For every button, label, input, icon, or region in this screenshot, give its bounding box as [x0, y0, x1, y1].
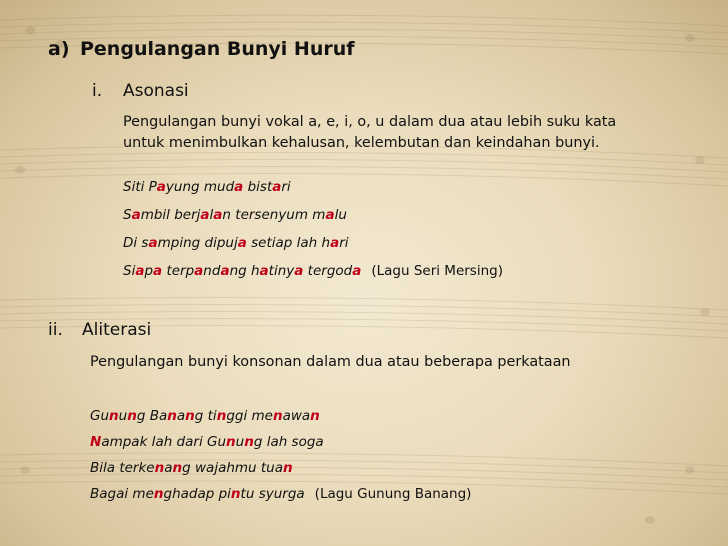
aliterasi-poem-line	[90, 486, 471, 512]
aliterasi-poem-source: (Lagu Gunung Banang)	[314, 486, 472, 502]
aliterasi-poem-highlighted-letter: n	[127, 408, 137, 424]
aliterasi-poem-highlighted-letter: n	[226, 434, 236, 450]
aliterasi-poem-text: awa	[282, 408, 311, 424]
aliterasi-heading	[48, 320, 151, 340]
asonansi-poem-text: mping dipuj	[157, 235, 238, 251]
asonansi-poem-text: tergod	[303, 263, 353, 279]
asonansi-poem-text: l	[209, 207, 214, 223]
asonansi-poem-highlighted-letter: a	[148, 235, 158, 251]
asonansi-poem-highlighted-letter: a	[135, 263, 145, 279]
aliterasi-poem-highlighted-letter: n	[167, 408, 177, 424]
asonansi-poem-highlighted-letter: a	[272, 179, 282, 195]
section-a-heading	[48, 38, 355, 60]
asonansi-poem-text: Di s	[123, 235, 149, 251]
aliterasi-poem-line	[90, 434, 471, 460]
aliterasi-poem-text: a	[176, 408, 186, 424]
aliterasi-poem-text: tu syurga	[240, 486, 305, 502]
asonansi-poem-text: terp	[162, 263, 195, 279]
asonansi-poem-text: p	[144, 263, 154, 279]
asonansi-title: Asonasi	[123, 81, 189, 101]
aliterasi-poem-text: Gu	[90, 408, 110, 424]
aliterasi-poem-text: g wajahmu tua	[182, 460, 284, 476]
aliterasi-poem-highlighted-letter: n	[310, 408, 320, 424]
aliterasi-poem-line	[90, 408, 471, 434]
asonansi-poem-highlighted-letter: a	[237, 235, 247, 251]
aliterasi-poem-highlighted-letter: n	[272, 408, 283, 424]
asonansi-poem-text: lu	[334, 207, 347, 223]
asonansi-poem-text: setiap lah h	[246, 235, 331, 251]
asonansi-poem-line	[123, 263, 503, 291]
aliterasi-poem	[90, 408, 471, 512]
aliterasi-poem-text: g lah soga	[253, 434, 324, 450]
aliterasi-poem-text: u	[235, 434, 245, 450]
asonansi-poem-highlighted-letter: a	[131, 207, 141, 223]
asonansi-definition-line-2: untuk menimbulkan kehalusan, kelembutan dan keindahan bunyi.	[123, 135, 600, 151]
aliterasi-poem-text: ghadap pi	[163, 486, 231, 502]
aliterasi-poem-text: g ti	[194, 408, 217, 424]
asonansi-poem-line	[123, 179, 503, 207]
asonansi-poem-text: Si	[123, 263, 136, 279]
asonansi-poem-text: ri	[281, 179, 291, 195]
asonansi-poem-text: tiny	[268, 263, 295, 279]
asonansi-poem-text: ng h	[229, 263, 260, 279]
asonansi-heading	[92, 81, 189, 101]
aliterasi-poem-highlighted-letter: n	[216, 408, 227, 424]
asonansi-poem-text: mbil berj	[140, 207, 201, 223]
asonansi-poem-highlighted-letter: a	[194, 263, 204, 279]
aliterasi-poem-highlighted-letter: n	[154, 460, 165, 476]
aliterasi-poem-text: Bagai me	[90, 486, 154, 502]
asonansi-poem-line	[123, 207, 503, 235]
asonansi-poem-highlighted-letter: a	[156, 179, 166, 195]
asonansi-poem	[123, 179, 503, 291]
aliterasi-title: Aliterasi	[82, 320, 152, 340]
asonansi-poem-highlighted-letter: a	[325, 207, 335, 223]
aliterasi-poem-highlighted-letter: n	[172, 460, 183, 476]
asonansi-poem-line	[123, 235, 503, 263]
asonansi-poem-highlighted-letter: a	[234, 179, 244, 195]
asonansi-poem-text: n tersenyum m	[222, 207, 326, 223]
asonansi-poem-text: Siti P	[123, 179, 157, 195]
aliterasi-poem-highlighted-letter: n	[244, 434, 254, 450]
aliterasi-poem-highlighted-letter: n	[109, 408, 119, 424]
asonansi-poem-highlighted-letter: a	[213, 207, 223, 223]
aliterasi-poem-highlighted-letter: n	[230, 486, 241, 502]
asonansi-definition-line-1: Pengulangan bunyi vokal a, e, i, o, u dalam dua atau lebih suku kata	[123, 114, 617, 130]
asonansi-marker: i.	[92, 81, 103, 101]
section-a-title: Pengulangan Bunyi Huruf	[80, 38, 355, 60]
aliterasi-poem-text: u	[118, 408, 128, 424]
asonansi-poem-highlighted-letter: a	[259, 263, 269, 279]
asonansi-poem-highlighted-letter: a	[220, 263, 230, 279]
aliterasi-poem-text: ggi me	[226, 408, 273, 424]
asonansi-poem-text: bist	[243, 179, 273, 195]
aliterasi-poem-text: Bila terke	[90, 460, 155, 476]
aliterasi-poem-highlighted-letter: n	[153, 486, 164, 502]
asonansi-poem-highlighted-letter: a	[153, 263, 163, 279]
aliterasi-poem-text: ampak lah dari Gu	[101, 434, 227, 450]
section-a-marker: a)	[48, 38, 70, 60]
asonansi-poem-highlighted-letter: a	[200, 207, 210, 223]
asonansi-poem-text: nd	[203, 263, 221, 279]
aliterasi-marker: ii.	[48, 320, 63, 340]
asonansi-poem-text: ri	[339, 235, 349, 251]
aliterasi-poem-highlighted-letter: n	[185, 408, 195, 424]
asonansi-poem-text: S	[123, 207, 132, 223]
aliterasi-poem-text: g Ba	[136, 408, 168, 424]
asonansi-poem-text: yung mud	[165, 179, 235, 195]
aliterasi-poem-line	[90, 460, 471, 486]
aliterasi-poem-text: a	[164, 460, 173, 476]
asonansi-definition	[123, 112, 616, 154]
asonansi-poem-highlighted-letter: a	[352, 263, 362, 279]
asonansi-poem-highlighted-letter: a	[294, 263, 304, 279]
aliterasi-poem-highlighted-letter: n	[283, 460, 293, 476]
aliterasi-definition: Pengulangan bunyi konsonan dalam dua atau beberapa perkataan	[90, 354, 571, 370]
aliterasi-poem-highlighted-letter: N	[90, 434, 102, 450]
asonansi-poem-source: (Lagu Seri Mersing)	[371, 263, 503, 279]
asonansi-poem-highlighted-letter: a	[330, 235, 340, 251]
